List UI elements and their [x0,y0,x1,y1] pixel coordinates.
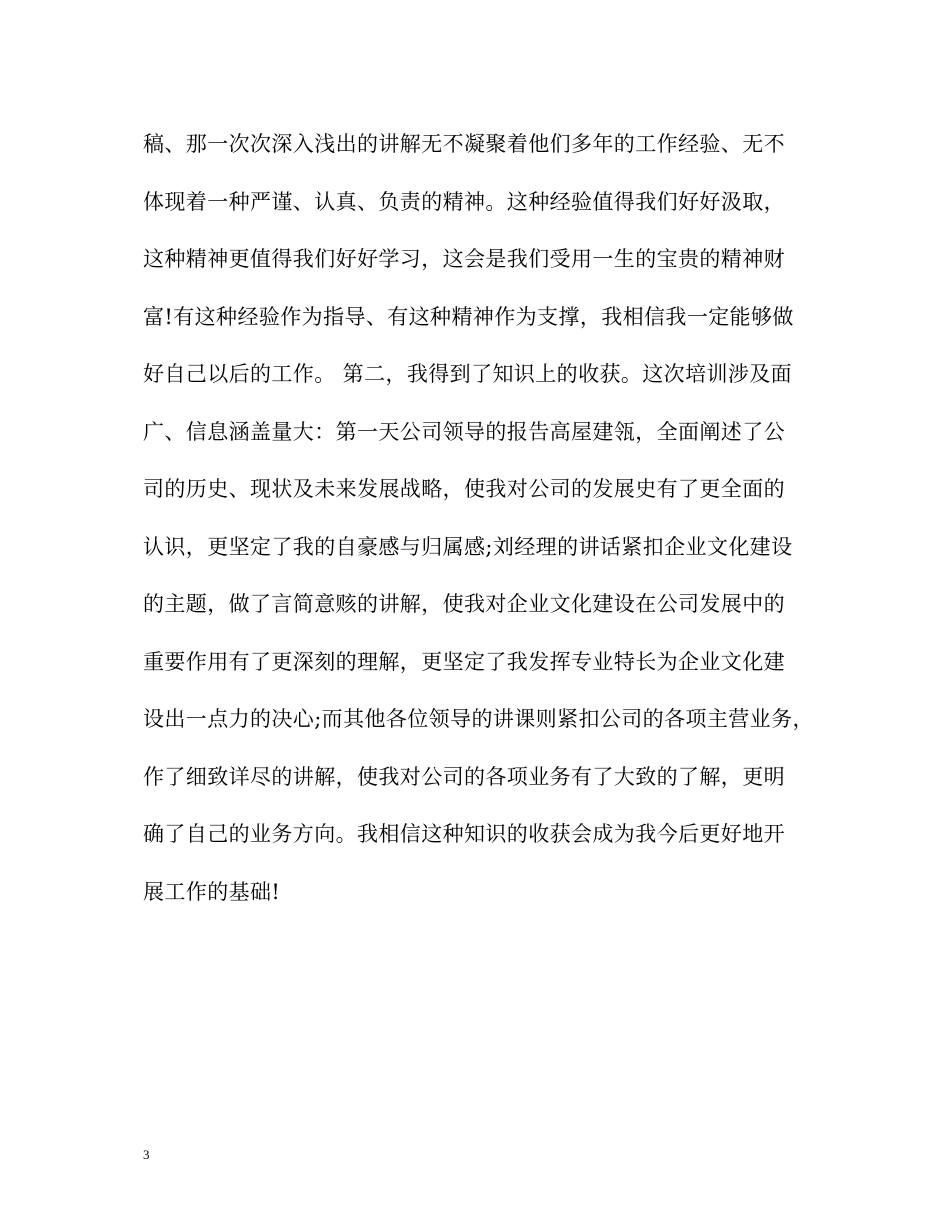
text-line: 展工作的基础! [143,879,281,904]
text-line: 确了自己的业务方向。我相信这种知识的收获会成为我今后更好地开 [143,822,785,846]
text-line: 富!有这种经验作为指导、有这种精神作为支撑，我相信我一定能够做 [143,304,794,329]
text-line: 作了细致详尽的讲解，使我对公司的各项业务有了大致的了解，更明 [143,764,785,789]
text-line: 的主题，做了言简意赅的讲解，使我对企业文化建设在公司发展中的 [143,592,785,616]
text-line: 认识，更坚定了我的自豪感与归属感;刘经理的讲话紧扣企业文化建设 [143,534,793,559]
text-line: 稿、那一次次深入浅出的讲解无不凝聚着他们多年的工作经验、无不 [143,132,785,156]
text-line: 重要作用有了更深刻的理解，更坚定了我发挥专业特长为企业文化建 [143,649,785,674]
text-line: 好自己以后的工作。 第二，我得到了知识上的收获。这次培训涉及面 [143,362,793,386]
page-number: 3 [143,1147,150,1162]
text-line: 广、信息涵盖量大：第一天公司领导的报告高屋建瓴，全面阐述了公 [143,419,785,444]
body-text [143,124,833,929]
text-line: 司的历史、现状及未来发展战略，使我对公司的发展史有了更全面的 [143,477,785,501]
text-line: 设出一点力的决心;而其他各位领导的讲课则紧扣公司的各项主营业务， [143,707,814,731]
text-line: 体现着一种严谨、认真、负责的精神。这种经验值得我们好好汲取， [143,189,785,214]
text-line: 这种精神更值得我们好好学习，这会是我们受用一生的宝贵的精神财 [143,247,785,271]
